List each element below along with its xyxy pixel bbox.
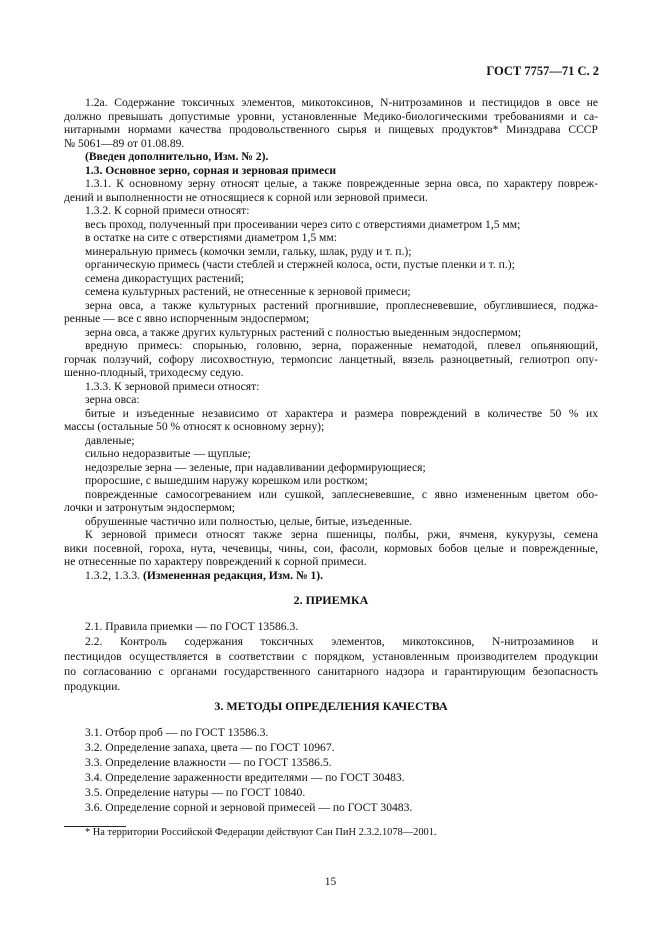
paragraph-line: К зерновой примеси относят также зерна пшеницы, полбы, ржи, ячменя, кукурузы, семена xyxy=(85,528,598,541)
paragraph-line: проросшие, с вышедшим наружу корешком или ростком; xyxy=(85,474,368,487)
paragraph-line: по согласованию с органами государственного санитарного надзора и гарантирующим безопасность xyxy=(64,665,598,678)
paragraph-line: 3.3. Определение влажности — по ГОСТ 13586.5. xyxy=(85,756,332,769)
page-number: 15 xyxy=(324,876,337,888)
paragraph-line: 3.4. Определение зараженности вредителями — по ГОСТ 30483. xyxy=(85,771,405,784)
paragraph-line: лочки и затронутым эндоспермом; xyxy=(64,501,236,514)
amendment-prefix: 1.3.2, 1.3.3. xyxy=(85,568,143,582)
paragraph-line: продукции. xyxy=(64,680,121,693)
section-3-heading: 3. МЕТОДЫ ОПРЕДЕЛЕНИЯ КАЧЕСТВА xyxy=(214,699,448,713)
paragraph-line: обрушенные частично или полностью, целые, битые, изъеденные. xyxy=(85,514,413,528)
paragraph-line: 3.2. Определение запаха, цвета — по ГОСТ 10967. xyxy=(85,741,335,754)
paragraph-line: семена культурных растений, не отнесенные к зерновой примеси; xyxy=(85,285,411,298)
paragraph-line: 1.3.3. К зерновой примеси относят: xyxy=(85,379,260,393)
paragraph-line: ренные — все с явно испорченным эндоспермом; xyxy=(64,312,310,325)
paragraph-line: в остатке на сите с отверстиями диаметром 1,5 мм: xyxy=(85,231,337,244)
paragraph-line: не отнесенные по характеру повреждений к сорной примеси. xyxy=(64,555,367,568)
paragraph-line: должно превышать допустимые уровни, установленные Медико-биологическими требованиями и са- xyxy=(64,109,598,123)
paragraph-line: дений и выполненности не относящиеся к сорной или зерновой примеси. xyxy=(64,190,428,204)
paragraph-line: № 5061—89 от 01.08.89. xyxy=(64,136,185,150)
document-header: ГОСТ 7757—71 С. 2 xyxy=(486,64,599,78)
paragraph-line: органическую примесь (части стеблей и стержней колоса, ости, пустые пленки и т. п.); xyxy=(85,258,515,271)
paragraph-line: нитарными нормами качества продовольственного сырья и пищевых продуктов* Минздрава СССР xyxy=(64,123,598,136)
amendment-bold: (Измененная редакция, Изм. № 1). xyxy=(142,568,324,582)
paragraph-line: 2.1. Правила приемки — по ГОСТ 13586.3. xyxy=(85,620,299,633)
paragraph-line: семена дикорастущих растений; xyxy=(85,271,244,285)
paragraph-line: вредную примесь: спорынью, головню, зерна, пораженные нематодой, плевел опьяняющий, xyxy=(85,339,598,352)
paragraph-line: весь проход, полученный при просеивании через сито с отверстиями диаметром 1,5 мм; xyxy=(85,217,521,231)
paragraph-line: 3.5. Определение натуры — по ГОСТ 10840. xyxy=(85,786,306,799)
paragraph-line: 1.3.2. К сорной примеси относят: xyxy=(85,204,250,217)
paragraph-line: зерна овса: xyxy=(85,393,140,406)
paragraph-line: поврежденные самосогреванием или сушкой, заплесневевшие, с явно измененным цветом обо- xyxy=(85,487,598,501)
section-2-heading: 2. ПРИЕМКА xyxy=(293,593,369,607)
paragraph-line: 2.2. Контроль содержания токсичных элементов, микотоксинов, N-нитрозаминов и xyxy=(85,635,598,648)
paragraph-line: 1.2а. Содержание токсичных элементов, микотоксинов, N-нитрозаминов и пестицидов в овсе не xyxy=(85,96,598,109)
paragraph-line: вики посевной, гороха, нута, чечевицы, чины, сои, фасоли, кормовых бобов целые и поврежденные, xyxy=(64,541,598,555)
paragraph-line: зерна овса, а также других культурных растений с полностью выеденным эндоспермом; xyxy=(85,325,522,339)
paragraph-line: сильно недоразвитые — щуплые; xyxy=(85,447,251,460)
paragraph-line: шенно-плодный, триходесму седую. xyxy=(64,366,244,379)
footnote: * На территории Российской Федерации действуют Сан ПиН 2.3.2.1078—2001. xyxy=(85,827,437,838)
paragraph-line: давленые; xyxy=(85,433,135,447)
paragraph-line: недозрелые зерна — зеленые, при надавливании деформирующиеся; xyxy=(85,460,426,474)
paragraph-line: пестицидов осуществляется в соответствии с порядком, установленным производителем продукции xyxy=(64,650,598,663)
paragraph-line: 1.3. Основное зерно, сорная и зерновая примеси xyxy=(85,163,337,177)
paragraph-line: 1.3.1. К основному зерну относят целые, а также поврежденные зерна овса, по характеру повреж- xyxy=(85,177,598,190)
paragraph-line: битые и изъеденные независимо от характера и размера повреждений в количестве 50 % их xyxy=(85,406,598,420)
paragraph-line: (Введен дополнительно, Изм. № 2). xyxy=(85,150,269,163)
section-1-body xyxy=(64,96,598,582)
amendment-note xyxy=(64,569,598,583)
paragraph-line: массы (остальные 50 % относят к основному зерну); xyxy=(64,420,325,433)
paragraph-line: зерна овса, а также культурных растений прогнившие, проплесневевшие, обуглившиеся, поджа- xyxy=(85,298,598,312)
paragraph-line: 3.1. Отбор проб — по ГОСТ 13586.3. xyxy=(85,726,269,739)
paragraph-line: горчак ползучий, софору лисохвостную, термопсис ланцетный, вязель разноцветный, гелиотроп опу- xyxy=(64,352,598,366)
paragraph-line: минеральную примесь (комочки земли, гальку, шлак, руду и т. п.); xyxy=(85,244,412,258)
section-2-body xyxy=(64,619,598,694)
section-3-body xyxy=(64,725,598,815)
paragraph-line: 3.6. Определение сорной и зерновой примесей — по ГОСТ 30483. xyxy=(85,801,413,814)
